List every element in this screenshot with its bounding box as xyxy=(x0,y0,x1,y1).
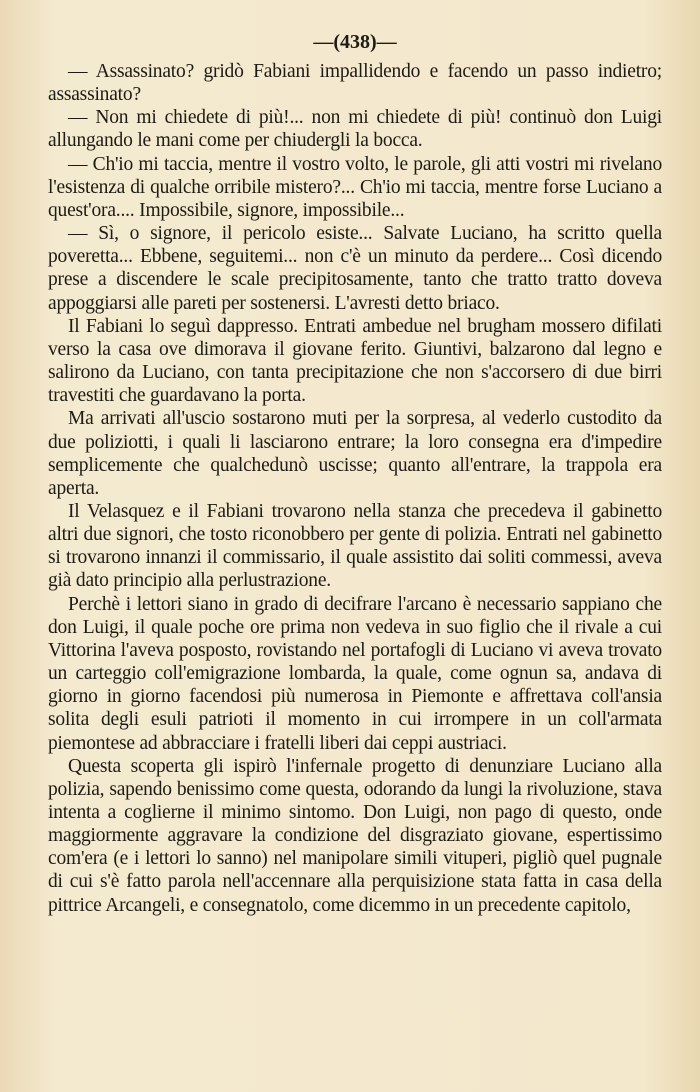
paragraph-3: — Ch'io mi taccia, mentre il vostro volto, le parole, gli atti vostri mi rivelano l'esistenza di qualche orribile mistero?... Ch'io mi taccia, mentre forse Luciano a quest'ora.... Impossibile, signore, impossibile... xyxy=(48,153,662,221)
paragraph-9: Questa scoperta gli ispirò l'infernale progetto di denunziare Luciano alla polizia, sapendo benissimo come questa, odorando da lungi la rivoluzione, stava intenta a coglierne il minimo sintomo. Don Luigi, non pago di questo, onde maggiormente aggravare la condizione del disgraziato giovane, espertissimo com'era (e i lettori lo sanno) nel manipolare simili vituperi, pigliò quel pugnale di cui s'è fatto parola nell'accennare alla perquisizione stata fatta in casa della pittrice Arcangeli, e consegnatolo, come dicemmo in un precedente capitolo, xyxy=(48,755,662,916)
paragraph-8: Perchè i lettori siano in grado di decifrare l'arcano è necessario sappiano che don Luigi, il quale poche ore prima non vedeva in suo figlio che il rivale a cui Vittorina l'aveva posposto, rovistando nel portafogli di Luciano vi aveva trovato un carteggio coll'emigrazione lombarda, la quale, come ognun sa, andava di giorno in giorno facendosi più numerosa in Piemonte e affrettava coll'ansia solita degli esuli patrioti il momento in cui irrompere in un coll'armata piemontese ad abbracciare i fratelli liberi dai ceppi austriaci. xyxy=(48,593,662,754)
paragraph-7: Il Velasquez e il Fabiani trovarono nella stanza che precedeva il gabinetto altri due signori, che tosto riconobbero per gente di polizia. Entrati nel gabinetto si trovarono innanzi il commissario, il quale assistito dai soliti commessi, aveva già dato principio alla perlustrazione. xyxy=(48,500,662,592)
paragraph-4: — Sì, o signore, il pericolo esiste... Salvate Luciano, ha scritto quella poveretta... Ebbene, seguitemi... non c'è un minuto da perdere... Così dicendo prese a discendere le scale precipitosamente, tanto che tratto tratto doveva appoggiarsi alle pareti per sostenersi. L'avresti detto briaco. xyxy=(48,223,662,314)
paragraph-2: — Non mi chiedete di più!... non mi chiedete di più! continuò don Luigi allungando le mani come per chiudergli la bocca. xyxy=(48,107,662,152)
paragraph-6: Ma arrivati all'uscio sostarono muti per la sorpresa, al vederlo custodito da due poliziotti, i quali li lasciarono entrare; la loro consegna era d'impedire semplicemente che qualchedunò uscisse; quanto all'entrare, la trappola era aperta. xyxy=(48,408,662,499)
page-number-header: —(438)— xyxy=(313,31,397,53)
page-body xyxy=(48,60,662,917)
paragraph-5: Il Fabiani lo seguì dappresso. Entrati ambedue nel brugham mossero difilati verso la casa ove dimorava il giovane ferito. Giuntivi, balzarono dal legno e salirono da Luciano, con tanta precipitazione che non s'accorsero di due birri travestiti che guardavano la porta. xyxy=(48,315,662,407)
paragraph-1: — Assassinato? gridò Fabiani impallidendo e facendo un passo indietro; assassinato? xyxy=(48,61,662,106)
